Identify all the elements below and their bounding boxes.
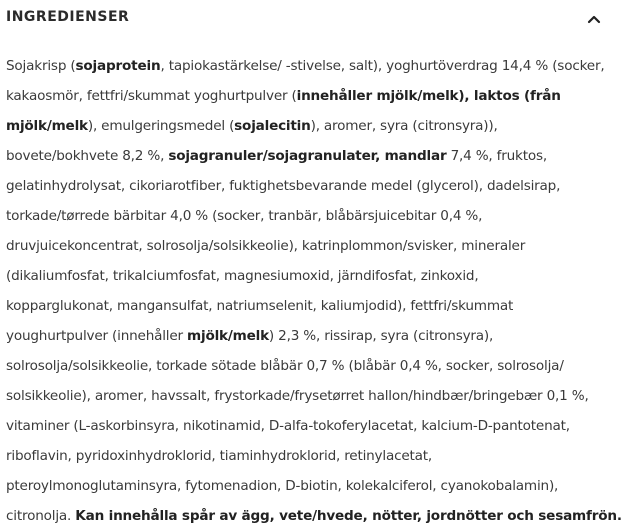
allergen-text: sojagranuler/sojagranulater, mandlar — [168, 148, 447, 164]
allergen-text: mjölk/melk — [187, 328, 269, 344]
text-run: ), emulgeringsmedel ( — [87, 118, 235, 134]
ingredients-line: vitaminer (L-askorbinsyra, nikotinamid, D-alfa-tokoferylacetat, kalcium-D-pantotenat, — [6, 418, 570, 434]
allergen-text: sojaprotein — [75, 58, 161, 74]
text-run: youghurtpulver (innehåller — [6, 328, 188, 344]
ingredients-line — [6, 81, 626, 111]
ingredients-line: pteroylmonoglutaminsyra, fytomenadion, D-biotin, kolekalciferol, cyanokobalamin), — [6, 478, 559, 494]
text-run: kakaosmör, fettfri/skummat yoghurtpulver ( — [6, 88, 297, 104]
allergen-text: mjölk/melk — [6, 118, 88, 134]
chevron-up-icon[interactable] — [585, 10, 603, 28]
ingredients-line — [6, 141, 626, 171]
text-run: ), aromer, syra (citronsyra)), — [310, 118, 498, 134]
text-run: Sojakrisp ( — [6, 58, 76, 74]
ingredients-line: torkade/tørrede bärbitar 4,0 % (socker, tranbär, blåbärsjuicebitar 0,4 %, — [6, 208, 483, 224]
text-run: citronolja. — [6, 508, 76, 524]
ingredients-line: druvjuicekoncentrat, solrosolja/solsikkeolie), katrinplommon/svisker, mineraler — [6, 238, 526, 254]
ingredients-line — [6, 501, 626, 531]
allergen-text: sojalecitin — [234, 118, 311, 134]
ingredients-line — [6, 111, 626, 141]
ingredients-line: solrosolja/solsikkeolie, torkade sötade blåbär 0,7 % (blåbär 0,4 %, socker, solrosolja/ — [6, 358, 564, 374]
ingredients-text — [6, 51, 626, 531]
ingredients-accordion-header[interactable] — [0, 0, 626, 40]
section-title: INGREDIENSER — [6, 9, 130, 25]
ingredients-line — [6, 321, 626, 351]
text-run: 7,4 %, fruktos, — [446, 148, 547, 164]
ingredients-line: kopparglukonat, mangansulfat, natriumselenit, kaliumjodid), fettfri/skummat — [6, 298, 514, 314]
ingredients-line: riboflavin, pyridoxinhydroklorid, tiaminhydroklorid, retinylacetat, — [6, 448, 432, 464]
allergen-warning: Kan innehålla spår av ägg, vete/hvede, nötter, jordnötter och sesamfrön. — [75, 508, 622, 524]
ingredients-line: gelatinhydrolysat, cikoriarotfiber, fuktighetsbevarande medel (glycerol), dadelsirap, — [6, 178, 561, 194]
ingredients-line: solsikkeolie), aromer, havssalt, frystorkade/frysetørret hallon/hindbær/bringebær 0,1 %, — [6, 388, 589, 404]
text-run: ) 2,3 %, rissirap, syra (citronsyra), — [268, 328, 494, 344]
text-run: bovete/bokhvete 8,2 %, — [6, 148, 169, 164]
allergen-text: innehåller mjölk/melk), laktos (från — [296, 88, 561, 104]
ingredients-line — [6, 51, 626, 81]
ingredients-line: (dikaliumfosfat, trikalciumfosfat, magnesiumoxid, järndifosfat, zinkoxid, — [6, 268, 479, 284]
text-run: , tapiokastärkelse/ -stivelse, salt), yoghurtöverdrag 14,4 % (socker, — [160, 58, 605, 74]
